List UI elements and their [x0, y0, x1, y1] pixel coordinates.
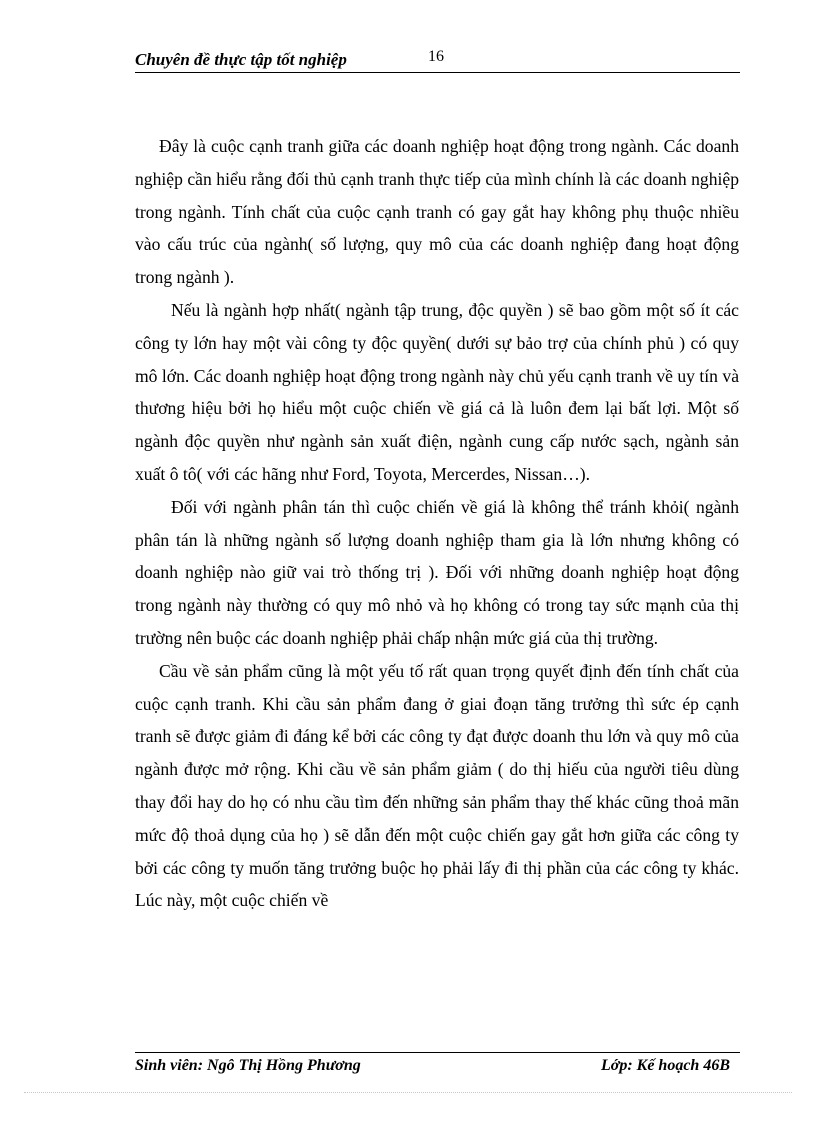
- page-footer: [135, 1052, 740, 1081]
- page-edge-divider: [24, 1092, 792, 1093]
- page-number: 16: [428, 48, 444, 65]
- paragraph-4: Cầu về sản phẩm cũng là một yếu tố rất quan trọng quyết định đến tính chất của cuộc cạnh tranh. Khi cầu sản phẩm đang ở giai đoạn tăng trưởng thì sức ép cạnh tranh sẽ được giảm đi đáng kể bởi các công ty đạt được doanh thu lớn và quy mô của ngành được mở rộng. Khi cầu về sản phẩm giảm ( do thị hiếu của người tiêu dùng thay đổi hay do họ có nhu cầu tìm đến những sản phẩm thay thế khác cũng thoả mãn mức độ thoả dụng của họ ) sẽ dẫn đến một cuộc chiến gay gắt hơn giữa các công ty bởi các công ty muốn tăng trưởng buộc họ phải lấy đi thị phần của các công ty khác. Lúc này, một cuộc chiến về: [135, 660, 739, 911]
- document-title: Chuyên đề thực tập tốt nghiệp: [135, 50, 347, 69]
- document-body: [135, 130, 739, 917]
- paragraph-2: Nếu là ngành hợp nhất( ngành tập trung, độc quyền ) sẽ bao gồm một số ít các công ty lớn hay một vài công ty độc quyền( dưới sự bảo trợ của chính phủ ) có quy mô lớn. Các doanh nghiệp hoạt động trong ngành này chủ yếu cạnh tranh về uy tín và thương hiệu bởi họ hiểu một cuộc chiến về giá cả là luôn đem lại bất lợi. Một số ngành độc quyền như ngành sản xuất điện, ngành cung cấp nước sạch, ngành sản xuất ô tô( với các hãng như Ford, Toyota, Mercerdes, Nissan…).: [135, 299, 739, 484]
- class-name: Lớp: Kế hoạch 46B: [600, 1057, 730, 1074]
- paragraph-3: Đối với ngành phân tán thì cuộc chiến về giá là không thể tránh khỏi( ngành phân tán là những ngành số lượng doanh nghiệp tham gia là lớn nhưng không có doanh nghiệp nào giữ vai trò thống trị ). Đối với những doanh nghiệp hoạt động trong ngành này thường có quy mô nhỏ và họ không có trong tay sức mạnh của thị trường nên buộc các doanh nghiệp phải chấp nhận mức giá của thị trường.: [135, 496, 739, 648]
- paragraph-1: Đây là cuộc cạnh tranh giữa các doanh nghiệp hoạt động trong ngành. Các doanh nghiệp cần hiểu rằng đối thủ cạnh tranh thực tiếp của mình chính là các doanh nghiệp trong ngành. Tính chất của cuộc cạnh tranh có gay gắt hay không phụ thuộc nhiều vào cấu trúc của ngành( số lượng, quy mô của các doanh nghiệp đang hoạt động trong ngành ).: [135, 136, 739, 288]
- student-name: Sinh viên: Ngô Thị Hồng Phương: [135, 1057, 361, 1074]
- page-header: [135, 48, 740, 73]
